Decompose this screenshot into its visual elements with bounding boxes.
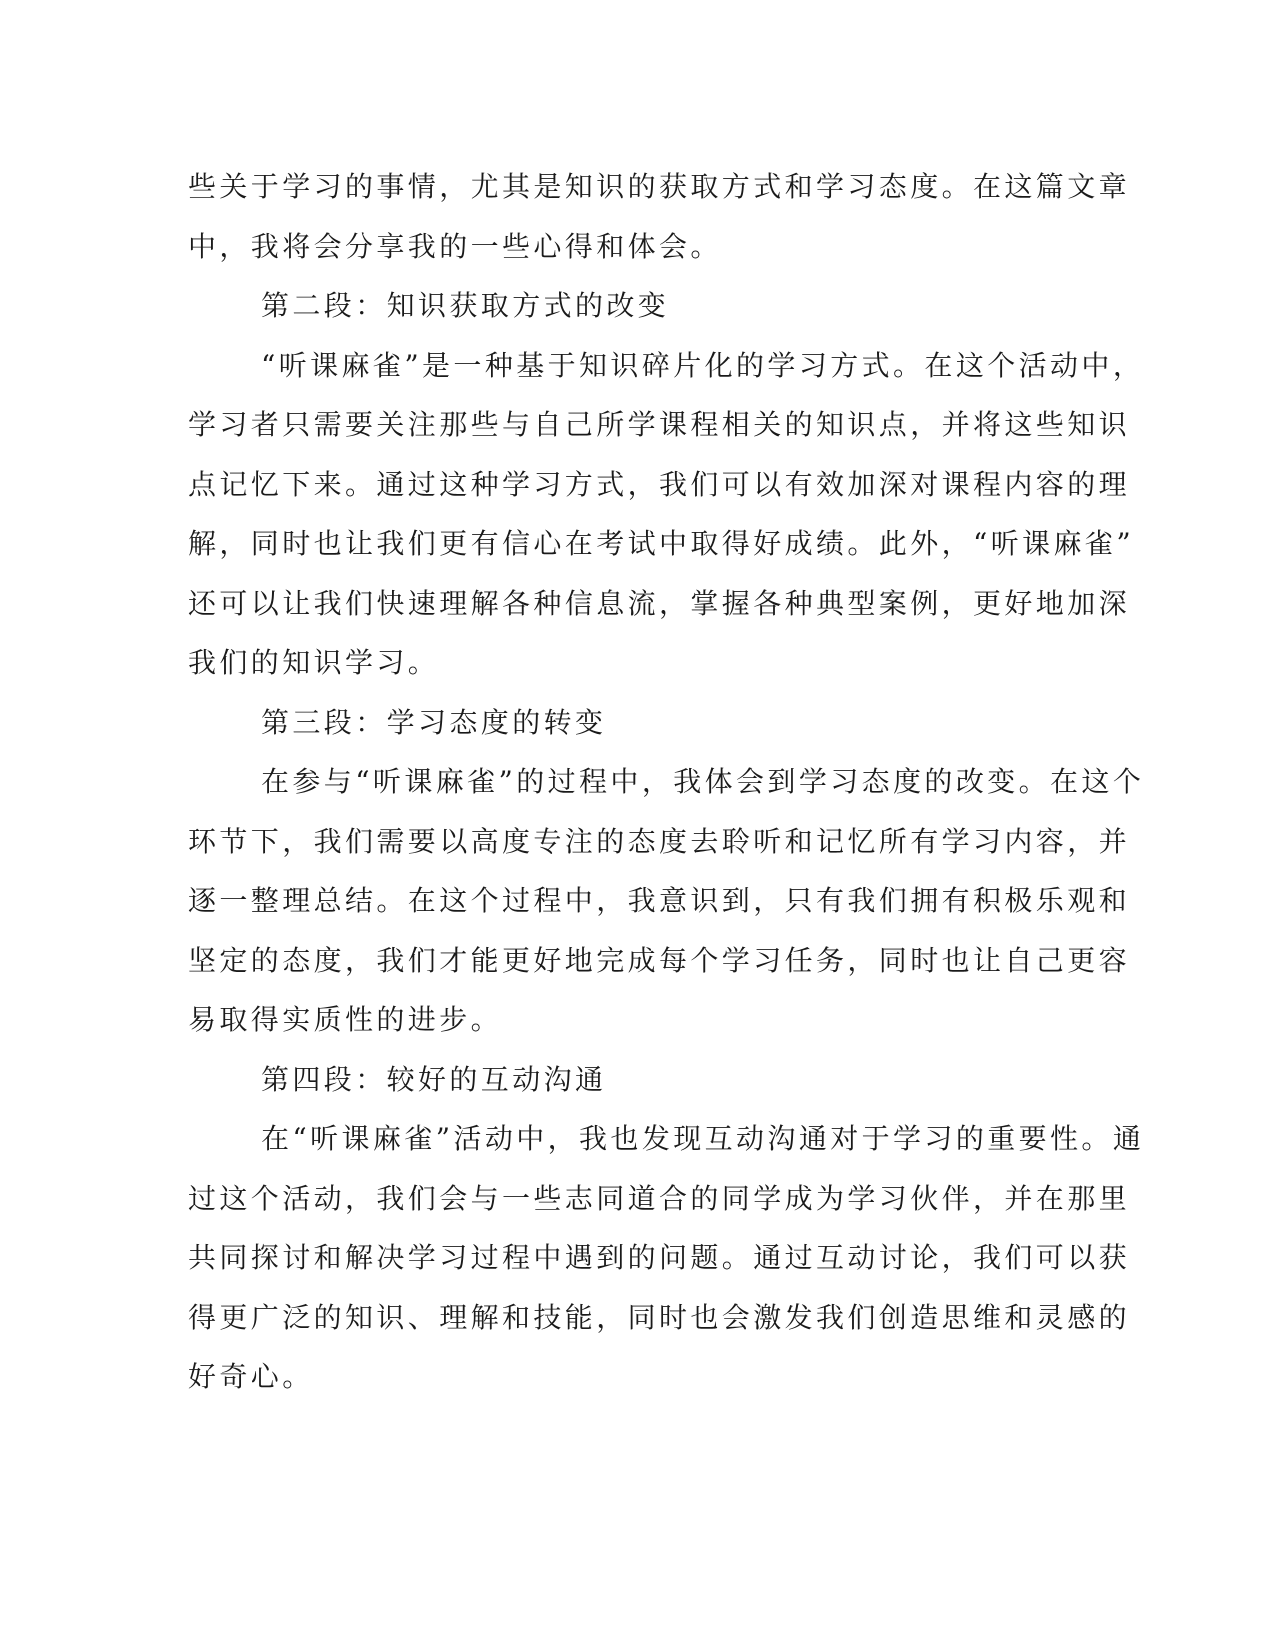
text-line: 些关于学习的事情，尤其是知识的获取方式和学习态度。在这篇文章 (188, 170, 1131, 203)
text-line: 还可以让我们快速理解各种信息流，掌握各种典型案例，更好地加深 (188, 586, 1131, 620)
text-line: 逐一整理总结。在这个过程中，我意识到，只有我们拥有积极乐观和 (188, 884, 1131, 917)
text-line: 坚定的态度，我们才能更好地完成每个学习任务，同时也让自己更容 (188, 943, 1131, 977)
text-line: 在“听课麻雀”活动中，我也发现互动沟通对于学习的重要性。通 (261, 1122, 1145, 1155)
text-line: 在参与“听课麻雀”的过程中，我体会到学习态度的改变。在这个 (261, 765, 1145, 798)
document-body (188, 157, 1145, 1407)
section-heading: 第三段：学习态度的转变 (261, 705, 607, 739)
text-line: 得更广泛的知识、理解和技能，同时也会激发我们创造思维和灵感的 (188, 1300, 1131, 1334)
text-line: 易取得实质性的进步。 (188, 1003, 503, 1036)
text-line: 中，我将会分享我的一些心得和体会。 (188, 229, 722, 263)
text-line: “听课麻雀”是一种基于知识碎片化的学习方式。在这个活动中， (261, 348, 1145, 382)
section-heading: 第四段：较好的互动沟通 (261, 1062, 607, 1096)
text-line: 点记忆下来。通过这种学习方式，我们可以有效加深对课程内容的理 (188, 467, 1131, 501)
text-line: 环节下，我们需要以高度专注的态度去聆听和记忆所有学习内容，并 (188, 824, 1131, 858)
text-line: 解，同时也让我们更有信心在考试中取得好成绩。此外，“听课麻雀” (188, 527, 1135, 560)
text-line: 学习者只需要关注那些与自己所学课程相关的知识点，并将这些知识 (188, 408, 1131, 441)
text-line: 过这个活动，我们会与一些志同道合的同学成为学习伙伴，并在那里 (188, 1181, 1131, 1215)
text-line: 共同探讨和解决学习过程中遇到的问题。通过互动讨论，我们可以获 (188, 1241, 1131, 1274)
text-line: 我们的知识学习。 (188, 646, 440, 679)
section-heading: 第二段：知识获取方式的改变 (261, 289, 670, 322)
text-line: 好奇心。 (188, 1360, 314, 1393)
